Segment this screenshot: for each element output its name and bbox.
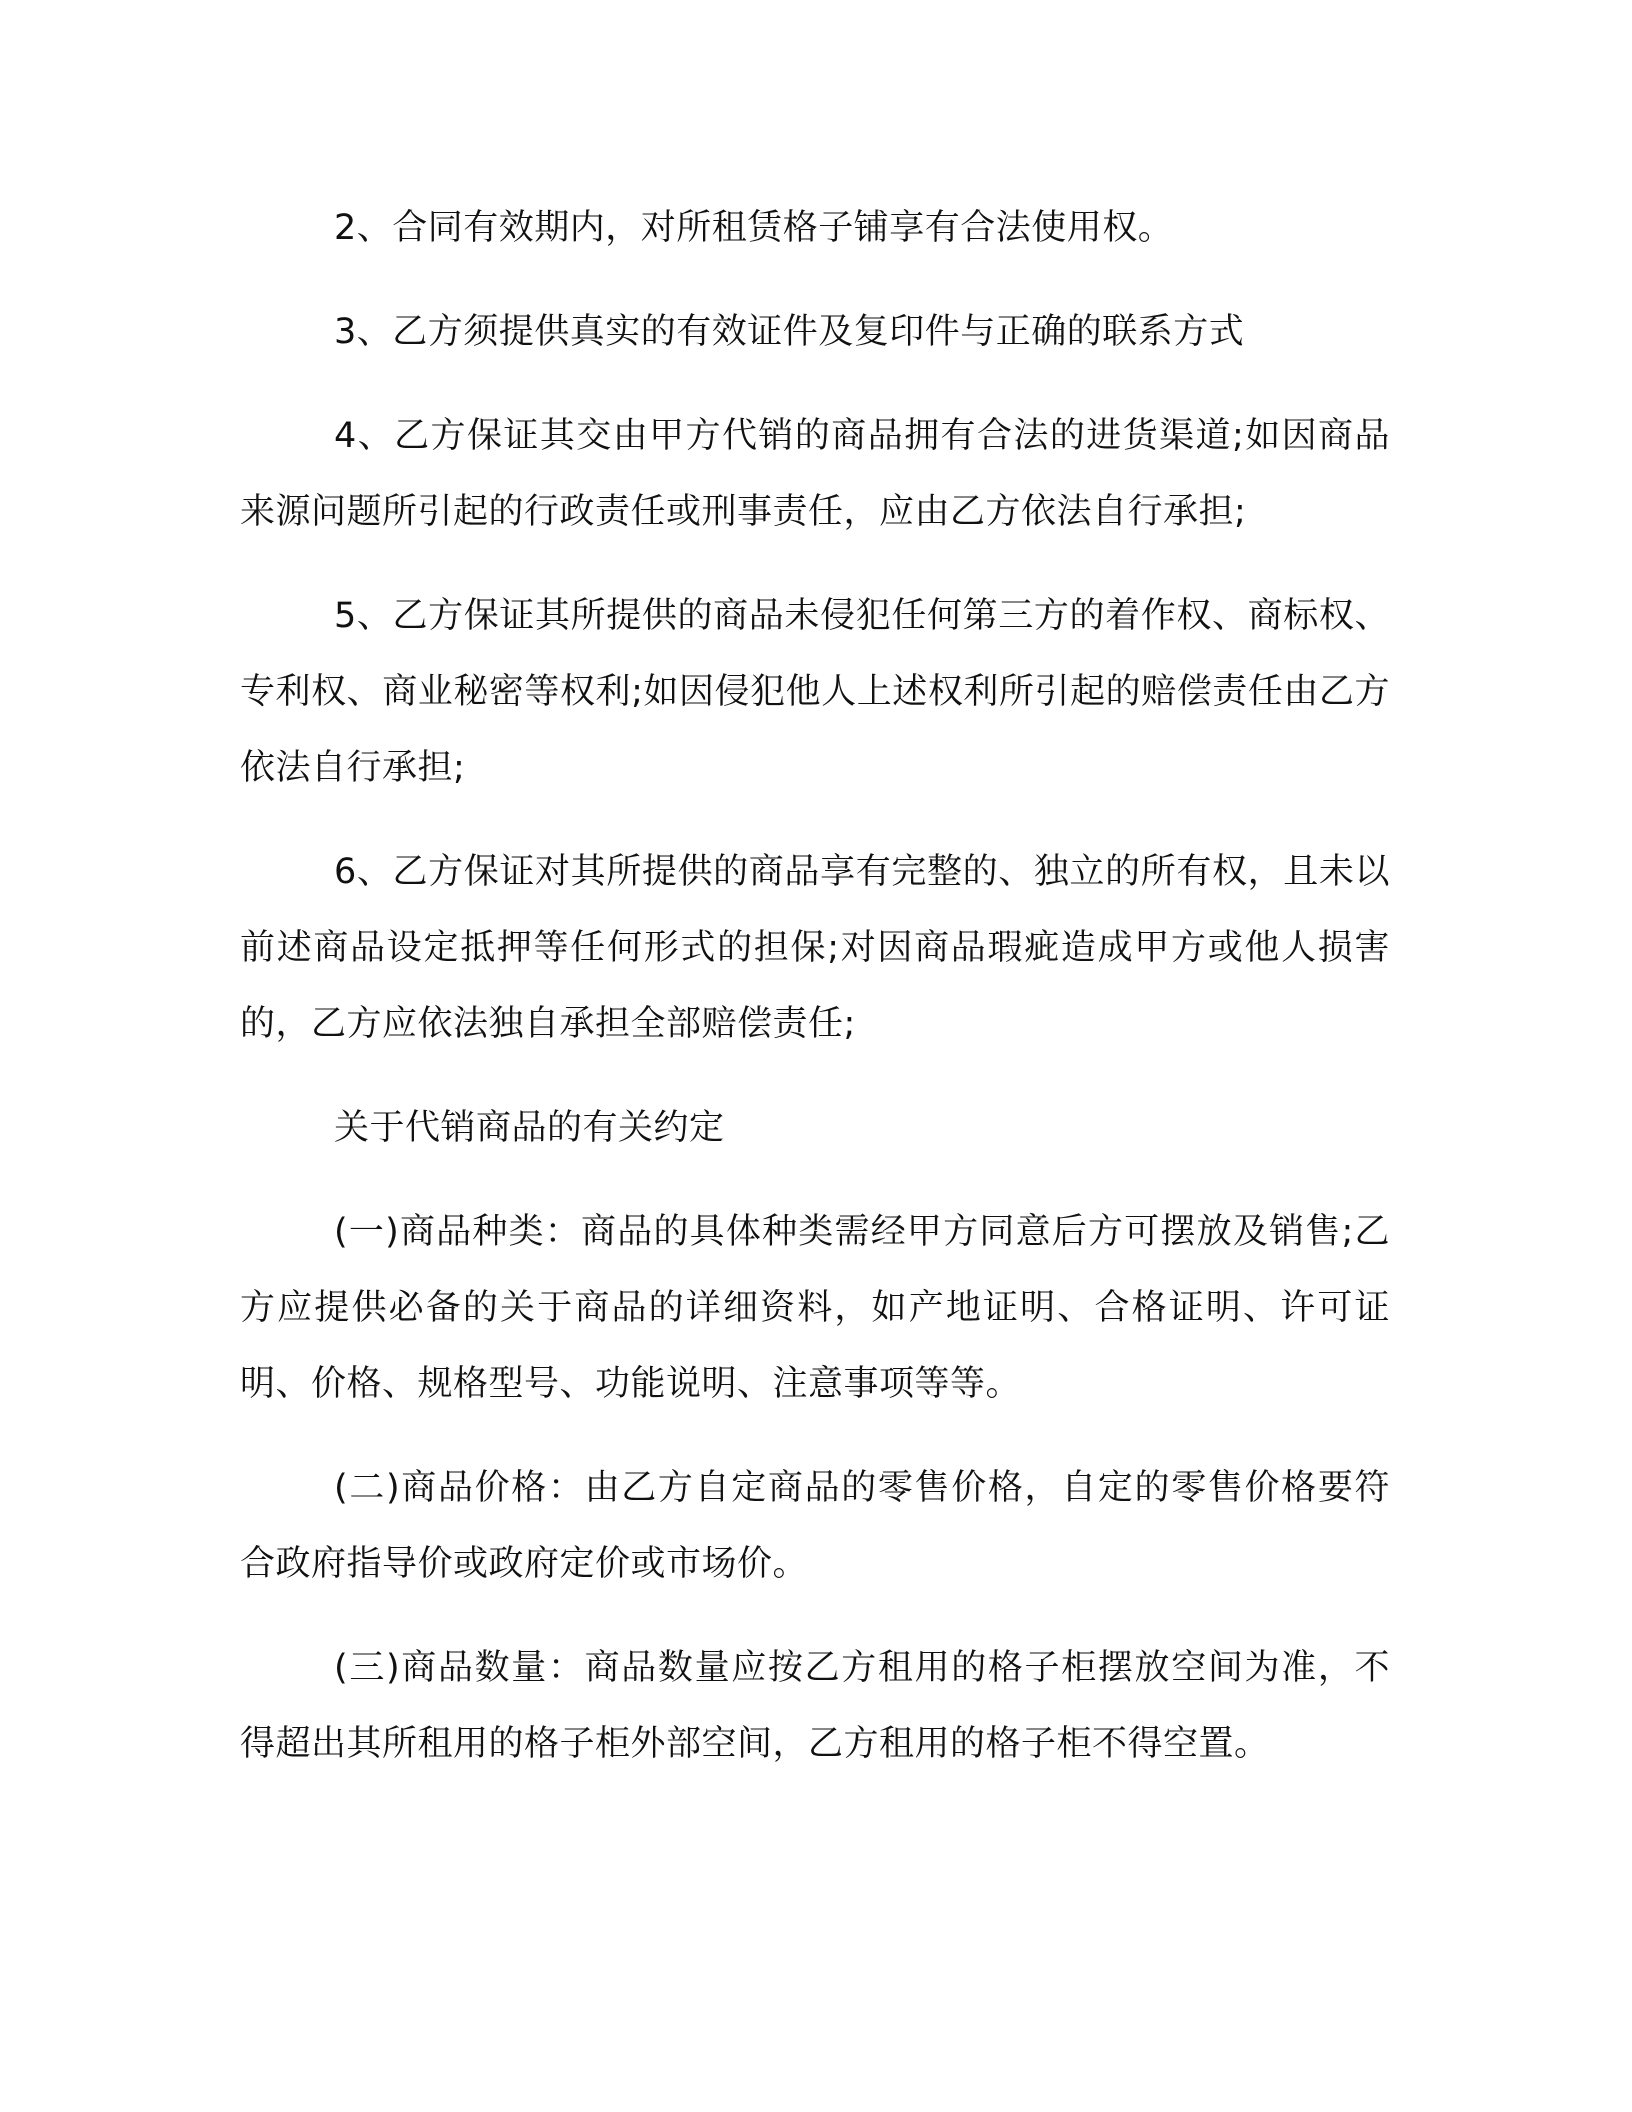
paragraph-clause-2: 2、合同有效期内，对所租赁格子铺享有合法使用权。 bbox=[334, 208, 1174, 248]
paragraph-clause-3: 3、乙方须提供真实的有效证件及复印件与正确的联系方式 bbox=[334, 312, 1245, 352]
section-heading: 关于代销商品的有关约定 bbox=[334, 1108, 725, 1148]
paragraph-clause-5: 5、乙方保证其所提供的商品未侵犯任何第三方的着作权、商标权、专利权、商业秘密等权利;如因侵犯他人上述权利所引起的赔偿责任由乙方依法自行承担; bbox=[240, 596, 1390, 788]
paragraph-product-type: (一)商品种类：商品的具体种类需经甲方同意后方可摆放及销售;乙方应提供必备的关于商品的详细资料，如产地证明、合格证明、许可证明、价格、规格型号、功能说明、注意事项等等。 bbox=[240, 1212, 1390, 1404]
paragraph-product-price: (二)商品价格：由乙方自定商品的零售价格，自定的零售价格要符合政府指导价或政府定价或市场价。 bbox=[240, 1468, 1390, 1584]
document-body bbox=[240, 190, 1390, 1810]
paragraph-product-quantity: (三)商品数量：商品数量应按乙方租用的格子柜摆放空间为准，不得超出其所租用的格子柜外部空间，乙方租用的格子柜不得空置。 bbox=[240, 1648, 1390, 1764]
paragraph-clause-4: 4、乙方保证其交由甲方代销的商品拥有合法的进货渠道;如因商品来源问题所引起的行政责任或刑事责任，应由乙方依法自行承担; bbox=[240, 416, 1390, 532]
paragraph-clause-6: 6、乙方保证对其所提供的商品享有完整的、独立的所有权，且未以前述商品设定抵押等任何形式的担保;对因商品瑕疵造成甲方或他人损害的，乙方应依法独自承担全部赔偿责任; bbox=[240, 852, 1390, 1044]
